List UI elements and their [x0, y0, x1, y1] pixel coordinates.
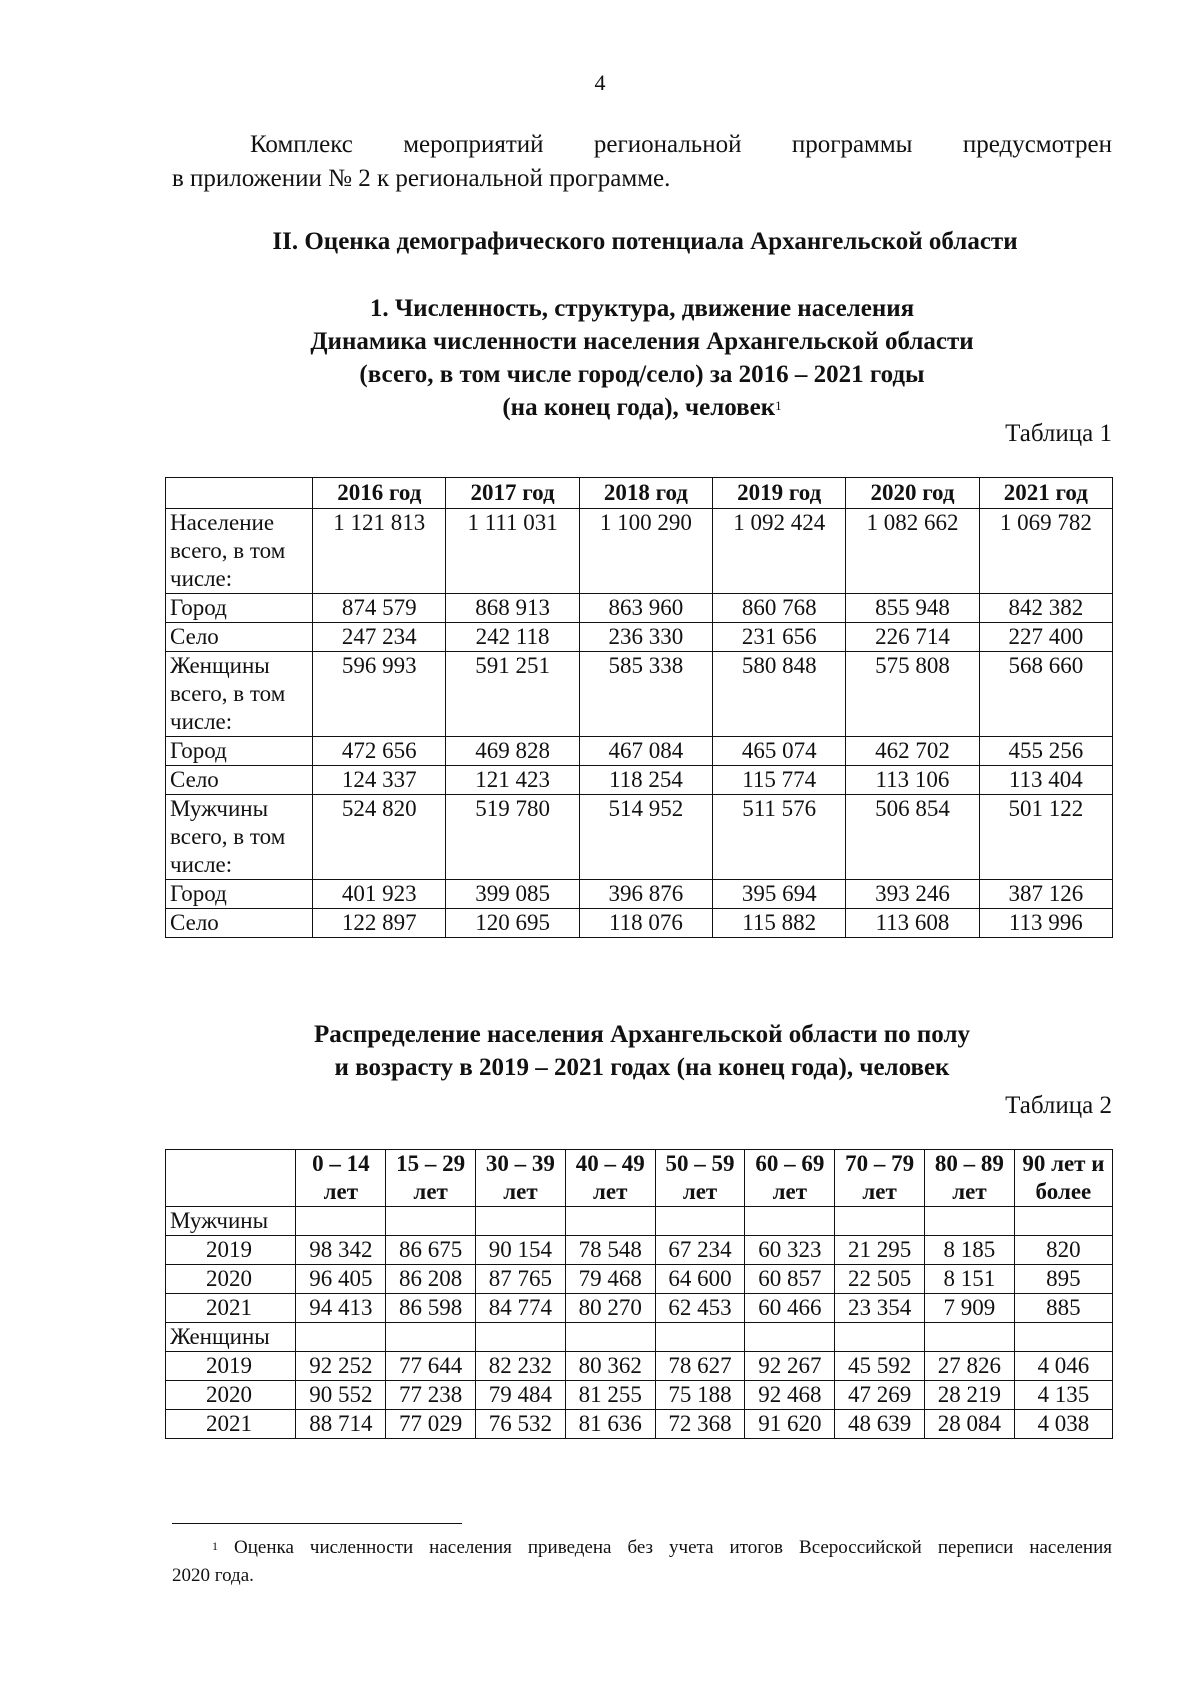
table2-cell: 62 453: [655, 1294, 745, 1323]
table2-cell: 47 269: [835, 1381, 925, 1410]
table1-cell: 236 330: [579, 623, 712, 652]
table1-header-cell: 2021 год: [979, 478, 1112, 509]
table1-title-line-1: 1. Численность, структура, движение населения: [369, 295, 915, 322]
table1-body: [166, 509, 1113, 938]
table2-group-row: [166, 1323, 1113, 1352]
footnote-line-1: [172, 1534, 1112, 1562]
table2-cell: 67 234: [655, 1236, 745, 1265]
table-row: [166, 1352, 1113, 1381]
table1-cell: 118 254: [579, 766, 712, 795]
table1-cell: 113 404: [979, 766, 1112, 795]
table1-cell: 115 882: [713, 909, 846, 938]
table2-cell: 84 774: [476, 1294, 566, 1323]
table2-year-label: 2019: [166, 1236, 296, 1265]
table-row: [166, 594, 1113, 623]
table2-cell: 76 532: [476, 1410, 566, 1439]
table1-cell: 1 111 031: [446, 509, 579, 594]
table1-title-line-4: [172, 391, 1112, 424]
table2-cell: 80 362: [565, 1352, 655, 1381]
table1-row-label: Село: [166, 623, 313, 652]
table2-group-row: [166, 1207, 1113, 1236]
table2-empty-cell: [296, 1207, 386, 1236]
table2-title: [172, 1018, 1112, 1084]
table1-cell: 393 246: [846, 880, 979, 909]
footnote-text-1: Оценка численности населения приведена без учета итогов Всероссийской переписи населения: [234, 1537, 1113, 1558]
section-title: II. Оценка демографического потенциала Архангельской области: [272, 228, 1018, 255]
table2-cell: 72 368: [655, 1410, 745, 1439]
table2-cell: 77 029: [386, 1410, 476, 1439]
table1-row-label: Женщины всего, в том числе:: [166, 652, 313, 737]
table1-cell: 580 848: [713, 652, 846, 737]
table2-empty-cell: [476, 1207, 566, 1236]
table-row: [166, 1236, 1113, 1265]
table2-empty-cell: [386, 1323, 476, 1352]
table2: [165, 1149, 1113, 1439]
table2-cell: 4 038: [1014, 1410, 1112, 1439]
table2-empty-cell: [745, 1207, 835, 1236]
table2-group-label: Женщины: [166, 1323, 296, 1352]
table-row: [166, 795, 1113, 880]
table2-header-cell: 90 лет и более: [1014, 1150, 1112, 1207]
table1-cell: 465 074: [713, 737, 846, 766]
table2-empty-cell: [565, 1207, 655, 1236]
table1-title-line-2: Динамика численности населения Архангельской области: [310, 328, 974, 355]
table-row: [166, 1381, 1113, 1410]
table2-cell: 60 466: [745, 1294, 835, 1323]
table1-cell: 874 579: [313, 594, 446, 623]
table1-cell: 118 076: [579, 909, 712, 938]
table2-header-cell: 60 – 69 лет: [745, 1150, 835, 1207]
table1-cell: 591 251: [446, 652, 579, 737]
table2-cell: 79 468: [565, 1265, 655, 1294]
table1-cell: 506 854: [846, 795, 979, 880]
table1-row-label: Город: [166, 737, 313, 766]
table1-cell: 467 084: [579, 737, 712, 766]
table2-cell: 64 600: [655, 1265, 745, 1294]
table2-cell: 7 909: [925, 1294, 1015, 1323]
table1-cell: 842 382: [979, 594, 1112, 623]
table1-corner-cell: [166, 478, 313, 509]
page-number: 4: [594, 70, 606, 95]
table1-cell: 231 656: [713, 623, 846, 652]
table2-cell: 88 714: [296, 1410, 386, 1439]
intro-paragraph: [172, 128, 1112, 196]
table1-cell: 1 069 782: [979, 509, 1112, 594]
table2-cell: 79 484: [476, 1381, 566, 1410]
table-row: [166, 909, 1113, 938]
table2-cell: 885: [1014, 1294, 1112, 1323]
table2-year-label: 2021: [166, 1410, 296, 1439]
table1-cell: 113 608: [846, 909, 979, 938]
table1-row-label: Село: [166, 766, 313, 795]
table2-empty-cell: [835, 1207, 925, 1236]
table1-cell: 472 656: [313, 737, 446, 766]
table2-empty-cell: [925, 1323, 1015, 1352]
table2-cell: 28 084: [925, 1410, 1015, 1439]
table2-year-label: 2020: [166, 1265, 296, 1294]
table1-cell: 469 828: [446, 737, 579, 766]
table1-cell: 855 948: [846, 594, 979, 623]
table2-cell: 92 267: [745, 1352, 835, 1381]
table2-corner-cell: [166, 1150, 296, 1207]
table1-cell: 501 122: [979, 795, 1112, 880]
table1-cell: 524 820: [313, 795, 446, 880]
table1-cell: 395 694: [713, 880, 846, 909]
table2-empty-cell: [386, 1207, 476, 1236]
table2-cell: 86 675: [386, 1236, 476, 1265]
table2-cell: 90 552: [296, 1381, 386, 1410]
table2-cell: 28 219: [925, 1381, 1015, 1410]
table1-cell: 596 993: [313, 652, 446, 737]
table2-title-line-1: Распределение населения Архангельской области по полу: [314, 1021, 970, 1048]
table2-cell: 8 151: [925, 1265, 1015, 1294]
table1-cell: 247 234: [313, 623, 446, 652]
table1: [165, 477, 1113, 938]
table2-cell: 81 636: [565, 1410, 655, 1439]
table2-empty-cell: [565, 1323, 655, 1352]
table2-cell: 78 548: [565, 1236, 655, 1265]
table-row: [166, 737, 1113, 766]
table2-empty-cell: [476, 1323, 566, 1352]
table1-cell: 1 121 813: [313, 509, 446, 594]
table-row: [166, 652, 1113, 737]
table2-cell: 27 826: [925, 1352, 1015, 1381]
table1-header-cell: 2016 год: [313, 478, 446, 509]
footnote: [172, 1534, 1112, 1590]
table1-cell: 121 423: [446, 766, 579, 795]
table1-title: [172, 292, 1112, 424]
table1-cell: 514 952: [579, 795, 712, 880]
table2-cell: 48 639: [835, 1410, 925, 1439]
table2-cell: 21 295: [835, 1236, 925, 1265]
table1-cell: 227 400: [979, 623, 1112, 652]
table2-cell: 82 232: [476, 1352, 566, 1381]
table1-cell: 226 714: [846, 623, 979, 652]
intro-line-1: Комплекс мероприятий региональной программы предусмотрен: [250, 131, 1112, 158]
table1-cell: 462 702: [846, 737, 979, 766]
table2-cell: 80 270: [565, 1294, 655, 1323]
table2-body: [166, 1207, 1113, 1439]
footnote-ref: 1: [775, 398, 782, 413]
table1-row-label: Население всего, в том числе:: [166, 509, 313, 594]
table2-empty-cell: [655, 1323, 745, 1352]
table2-header-cell: 50 – 59 лет: [655, 1150, 745, 1207]
table1-cell: 396 876: [579, 880, 712, 909]
table2-year-label: 2021: [166, 1294, 296, 1323]
footnote-number: 1: [212, 1539, 218, 1553]
table1-title-line-3: (всего, в том числе город/село) за 2016 – 2021 годы: [359, 361, 925, 388]
table1-header-cell: 2019 год: [713, 478, 846, 509]
table-row: [166, 1410, 1113, 1439]
table2-cell: 820: [1014, 1236, 1112, 1265]
table2-header-row: [166, 1150, 1113, 1207]
table1-cell: 575 808: [846, 652, 979, 737]
table2-cell: 92 468: [745, 1381, 835, 1410]
table1-cell: 399 085: [446, 880, 579, 909]
table2-cell: 23 354: [835, 1294, 925, 1323]
table2-header-cell: 15 – 29 лет: [386, 1150, 476, 1207]
table2-empty-cell: [925, 1207, 1015, 1236]
table2-cell: 86 208: [386, 1265, 476, 1294]
table-row: [166, 509, 1113, 594]
table2-cell: 94 413: [296, 1294, 386, 1323]
table2-cell: 92 252: [296, 1352, 386, 1381]
table1-header-cell: 2020 год: [846, 478, 979, 509]
table2-cell: 4 135: [1014, 1381, 1112, 1410]
table1-cell: 868 913: [446, 594, 579, 623]
table1-cell: 113 996: [979, 909, 1112, 938]
table1-header-cell: 2018 год: [579, 478, 712, 509]
table2-cell: 45 592: [835, 1352, 925, 1381]
table1-cell: 1 100 290: [579, 509, 712, 594]
table1-cell: 124 337: [313, 766, 446, 795]
table2-cell: 4 046: [1014, 1352, 1112, 1381]
table1-title-line-4-text: (на конец года), человек: [502, 394, 776, 421]
table2-cell: 91 620: [745, 1410, 835, 1439]
table1-cell: 1 092 424: [713, 509, 846, 594]
table1-label: Таблица 1: [1005, 420, 1112, 447]
table2-cell: 86 598: [386, 1294, 476, 1323]
table1-header-row: [166, 478, 1113, 509]
table2-cell: 895: [1014, 1265, 1112, 1294]
table2-cell: 96 405: [296, 1265, 386, 1294]
table1-cell: 568 660: [979, 652, 1112, 737]
table-row: [166, 880, 1113, 909]
table1-row-label: Мужчины всего, в том числе:: [166, 795, 313, 880]
table1-cell: 401 923: [313, 880, 446, 909]
table1-cell: 1 082 662: [846, 509, 979, 594]
table2-empty-cell: [655, 1207, 745, 1236]
table1-cell: 122 897: [313, 909, 446, 938]
table-row: [166, 623, 1113, 652]
table2-cell: 78 627: [655, 1352, 745, 1381]
table1-cell: 455 256: [979, 737, 1112, 766]
table1-cell: 585 338: [579, 652, 712, 737]
table1-cell: 387 126: [979, 880, 1112, 909]
table2-cell: 87 765: [476, 1265, 566, 1294]
footnote-line-2: 2020 года.: [172, 1565, 254, 1586]
table1-cell: 860 768: [713, 594, 846, 623]
table2-empty-cell: [296, 1323, 386, 1352]
table2-cell: 98 342: [296, 1236, 386, 1265]
table1-cell: 115 774: [713, 766, 846, 795]
table2-cell: 60 857: [745, 1265, 835, 1294]
table-row: [166, 766, 1113, 795]
table1-row-label: Город: [166, 594, 313, 623]
table2-cell: 75 188: [655, 1381, 745, 1410]
table2-cell: 90 154: [476, 1236, 566, 1265]
table-row: [166, 1265, 1113, 1294]
table2-title-line-2: и возрасту в 2019 – 2021 годах (на конец года), человек: [334, 1054, 950, 1081]
table2-cell: 77 644: [386, 1352, 476, 1381]
table2-empty-cell: [1014, 1207, 1112, 1236]
table2-cell: 60 323: [745, 1236, 835, 1265]
table1-cell: 242 118: [446, 623, 579, 652]
table2-cell: 77 238: [386, 1381, 476, 1410]
table2-cell: 8 185: [925, 1236, 1015, 1265]
table2-empty-cell: [745, 1323, 835, 1352]
table2-label: Таблица 2: [1005, 1092, 1112, 1119]
table2-group-label: Мужчины: [166, 1207, 296, 1236]
table1-row-label: Город: [166, 880, 313, 909]
table1-cell: 863 960: [579, 594, 712, 623]
table2-header-cell: 0 – 14 лет: [296, 1150, 386, 1207]
table1-row-label: Село: [166, 909, 313, 938]
table2-empty-cell: [835, 1323, 925, 1352]
table2-header-cell: 80 – 89 лет: [925, 1150, 1015, 1207]
table2-header-cell: 30 – 39 лет: [476, 1150, 566, 1207]
table2-year-label: 2019: [166, 1352, 296, 1381]
table1-cell: 511 576: [713, 795, 846, 880]
table1-cell: 519 780: [446, 795, 579, 880]
intro-line-2: в приложении № 2 к региональной программе.: [172, 165, 671, 192]
table1-cell: 113 106: [846, 766, 979, 795]
table2-empty-cell: [1014, 1323, 1112, 1352]
table2-cell: 81 255: [565, 1381, 655, 1410]
table2-year-label: 2020: [166, 1381, 296, 1410]
table2-header-cell: 70 – 79 лет: [835, 1150, 925, 1207]
table1-cell: 120 695: [446, 909, 579, 938]
table2-cell: 22 505: [835, 1265, 925, 1294]
table2-header-cell: 40 – 49 лет: [565, 1150, 655, 1207]
table-row: [166, 1294, 1113, 1323]
table1-header-cell: 2017 год: [446, 478, 579, 509]
footnote-separator: [172, 1523, 462, 1524]
